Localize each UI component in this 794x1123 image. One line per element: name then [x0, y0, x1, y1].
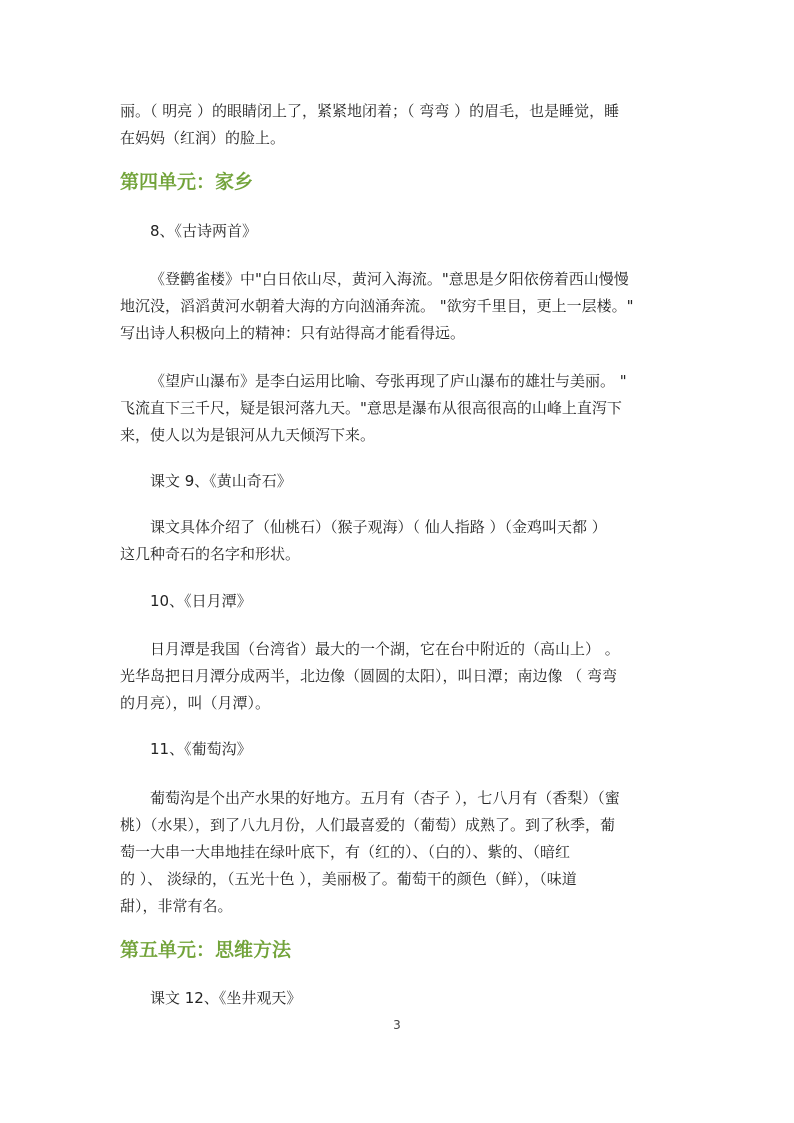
- text-line: 飞流直下三千尺，疑是银河落九天。"意思是瀑布从很高很高的山峰上直泻下: [120, 399, 622, 417]
- lesson10-paragraph: [120, 636, 676, 717]
- text-line: 的月亮），叫（月潭）。: [120, 694, 271, 712]
- lesson11-title: 11、《葡萄沟》: [150, 740, 252, 758]
- page-number: 3: [393, 1018, 401, 1032]
- text-line: 桃）（水果），到了八九月份，人们最喜爱的（葡萄）成熟了。到了秋季，葡: [120, 816, 616, 834]
- text-line: 在妈妈（红润）的脸上。: [120, 129, 286, 147]
- unit5-heading: 第五单元：思维方法: [120, 939, 292, 961]
- lesson12-title: 课文 12、《坐井观天》: [150, 989, 302, 1007]
- lesson8-paragraph-1: [120, 266, 676, 347]
- lesson9-paragraph: [120, 514, 676, 568]
- text-line: 的 ）、 淡绿的，（五光十色 ），美丽极了。葡萄干的颜色（鲜），（味道: [120, 870, 577, 888]
- text-line: 《登鹳雀楼》中"白日依山尽，黄河入海流。"意思是夕阳依傍着西山慢慢: [150, 270, 629, 288]
- unit4-heading: 第四单元：家乡: [120, 171, 254, 193]
- text-line: 课文具体介绍了（仙桃石）（猴子观海）（ 仙人指路 ）（金鸡叫天都 ）: [150, 518, 607, 536]
- text-line: 甜），非常有名。: [120, 897, 233, 915]
- lesson11-paragraph: [120, 785, 676, 920]
- lesson10-title: 10、《日月潭》: [150, 592, 252, 610]
- text-line: 《望庐山瀑布》是李白运用比喻、夸张再现了庐山瀑布的雄壮与美丽。 ": [150, 372, 627, 390]
- text-line: 日月潭是我国（台湾省）最大的一个湖，它在台中附近的（高山上） 。: [150, 640, 620, 658]
- text-line: 来，使人以为是银河从九天倾泻下来。: [120, 426, 376, 444]
- text-line: 萄一大串一大串地挂在绿叶底下，有（红的）、（白的）、紫的、（暗红: [120, 843, 571, 861]
- text-line: 这几种奇石的名字和形状。: [120, 545, 301, 563]
- text-line: 地沉没，滔滔黄河水朝着大海的方向汹涌奔流。 "欲穷千里目，更上一层楼。": [120, 297, 634, 315]
- lesson9-title: 课文 9、《黄山奇石》: [150, 472, 292, 490]
- text-line: 丽。（ 明亮 ）的眼睛闭上了，紧紧地闭着；（ 弯弯 ）的眉毛，也是睡觉，睡: [120, 102, 620, 120]
- text-line: 写出诗人积极向上的精神：只有站得高才能看得远。: [120, 324, 466, 342]
- unit3-tail-paragraph: [120, 98, 676, 152]
- text-line: 葡萄沟是个出产水果的好地方。五月有（杏子 ），七八月有（香梨）（蜜: [150, 789, 620, 807]
- lesson8-title: 8、《古诗两首》: [150, 222, 258, 240]
- text-line: 光华岛把日月潭分成两半，北边像（圆圆的太阳），叫日潭；南边像 （ 弯弯: [120, 667, 618, 685]
- lesson8-paragraph-2: [120, 368, 676, 449]
